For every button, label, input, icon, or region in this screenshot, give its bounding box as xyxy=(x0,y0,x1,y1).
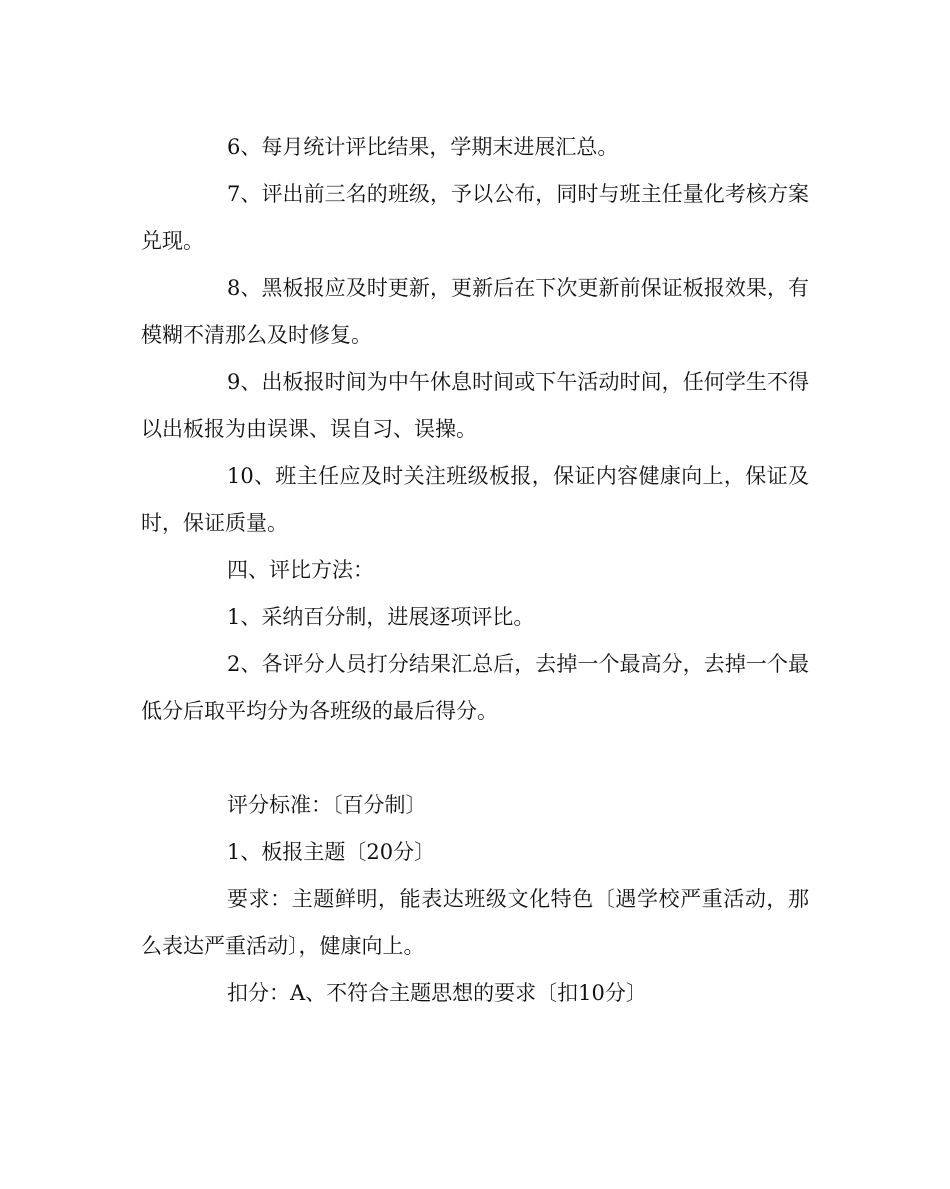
paragraph-item-6: 6、每月统计评比结果，学期末进展汇总。 xyxy=(227,135,619,159)
paragraph-item-10: 10、班主任应及时关注班级板报，保证内容健康向上，保证及时，保证质量。 xyxy=(141,464,809,535)
theme-deduction: 扣分：A、不符合主题思想的要求〔扣10分〕 xyxy=(227,981,647,1005)
paragraph-item-7: 7、评出前三名的班级，予以公布，同时与班主任量化考核方案兑现。 xyxy=(141,182,809,253)
theme-requirement: 要求：主题鲜明，能表达班级文化特色〔遇学校严重活动，那么表达严重活动〕，健康向上。 xyxy=(141,887,809,958)
method-item-1: 1、采纳百分制，进展逐项评比。 xyxy=(227,605,535,629)
section-heading-evaluation-method: 四、评比方法： xyxy=(227,558,374,582)
method-item-2: 2、各评分人员打分结果汇总后，去掉一个最高分，去掉一个最低分后取平均分为各班级的最后得分。 xyxy=(141,652,809,723)
paragraph-item-9: 9、出板报时间为中午休息时间或下午活动时间，任何学生不得以出板报为由误课、误自习、误操。 xyxy=(141,370,809,441)
scoring-standard-heading: 评分标准：〔百分制〕 xyxy=(227,793,427,817)
paragraph-gap xyxy=(141,735,809,782)
scoring-item-board-theme: 1、板报主题〔20分〕 xyxy=(227,840,436,864)
paragraph-item-8: 8、黑板报应及时更新，更新后在下次更新前保证板报效果，有模糊不清那么及时修复。 xyxy=(141,276,809,347)
document-body xyxy=(141,124,809,1017)
